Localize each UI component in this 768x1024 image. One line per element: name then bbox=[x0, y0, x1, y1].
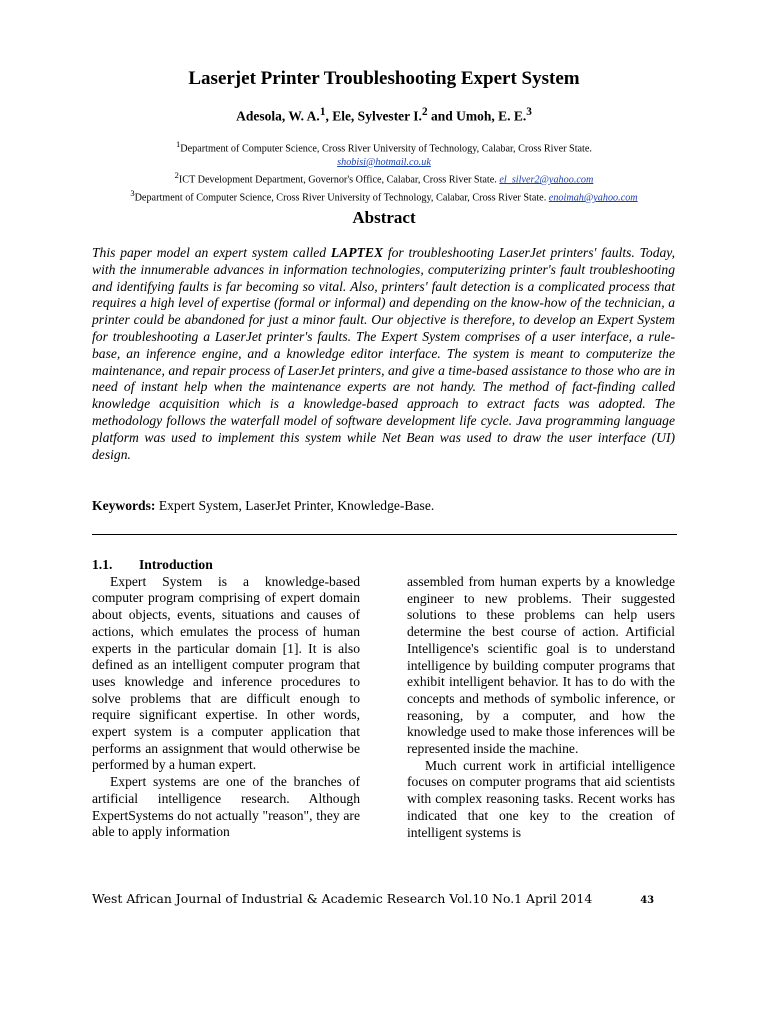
keywords-line bbox=[92, 498, 675, 514]
section-number: 1.1. bbox=[92, 557, 113, 572]
paper-title: Laserjet Printer Troubleshooting Expert System bbox=[188, 68, 580, 89]
author-1: Adesola, W. A. bbox=[236, 108, 320, 124]
section-heading bbox=[92, 557, 360, 574]
author-list bbox=[0, 106, 768, 125]
page-footer bbox=[92, 890, 682, 909]
affiliation-3 bbox=[60, 187, 708, 205]
author-1-sup: 1 bbox=[319, 106, 326, 118]
abstract-system-name: LAPTEX bbox=[330, 245, 384, 260]
affiliation-3-sup: 3 bbox=[130, 187, 135, 198]
email-link-3[interactable]: enoimah@yahoo.com bbox=[548, 192, 638, 204]
author-2: , Ele, Sylvester I. bbox=[325, 108, 422, 124]
affiliation-3-text: Department of Computer Science, Cross River University of Technology, Calabar, Cross River State. bbox=[134, 192, 547, 204]
author-3-sup: 3 bbox=[526, 106, 532, 118]
affiliation-1-text: Department of Computer Science, Cross River University of Technology, Calabar, Cross River State. bbox=[180, 143, 592, 155]
section-title: Introduction bbox=[139, 557, 213, 572]
affiliation-2-sup: 2 bbox=[174, 169, 179, 180]
right-paragraph-2: Much current work in artificial intelligence focuses on computer programs that aid scientists with complex reasoning tasks. Recent works has indicated that one key to the creation of intelligent systems is bbox=[407, 757, 675, 840]
email-link-1[interactable]: shobisi@hotmail.co.uk bbox=[337, 156, 431, 168]
keywords-label: Keywords: bbox=[92, 498, 156, 513]
author-3: and Umoh, E. E. bbox=[427, 108, 527, 124]
affiliation-2 bbox=[60, 169, 708, 187]
journal-citation: West African Journal of Industrial & Academic Research Vol.10 No.1 April 2014 bbox=[92, 891, 593, 906]
left-column bbox=[92, 557, 360, 841]
affiliation-2-text: ICT Development Department, Governor's Office, Calabar, Cross River State. bbox=[178, 174, 497, 186]
email-link-2[interactable]: el_silver2@yahoo.com bbox=[499, 174, 594, 186]
affiliation-1 bbox=[60, 138, 708, 156]
page-number: 43 bbox=[640, 895, 655, 906]
keywords-text: Expert System, LaserJet Printer, Knowledge-Base. bbox=[155, 498, 435, 513]
section-divider bbox=[92, 534, 677, 535]
left-paragraph-1: Expert System is a knowledge-based computer program comprising of expert domain about objects, events, situations and causes of actions, which emulates the process of human experts in the particular domain [1]. It is also defined as an intelligent computer program that uses knowledge and inference procedures to solve problems that are difficult enough to require significant expertise. In other words, expert system is a computer application that performs an assignment that would otherwise be performed by a human expert. bbox=[92, 573, 360, 773]
abstract-text bbox=[92, 245, 675, 463]
abstract-part-2: for troubleshooting LaserJet printers' faults. Today, with the innumerable advances in information technologies, computerizing printer's fault troubleshooting and identifying faults is far becoming so vital. Also, printers' fault detection is a complicated process that requires a high level of expertise (formal or informal) and depending on the know-how of the technician, a printer could be abandoned for just a minor fault. Our objective is therefore, to develop an Expert System for troubleshooting a LaserJet printer's faults. The Expert System comprises of a user interface, a rule-base, an inference engine, and a knowledge editor interface. The system is meant to computerize the maintenance, and repair process of LaserJet printers, and give a time-based assistance to those who are in need of instant help when the maintenance experts are not handy. The method of fact-finding called knowledge acquisition which is a knowledge-based approach to extract facts was adopted. The methodology follows the waterfall model of software development life cycle. Java programming language platform was used to implement this system while Net Bean was used to draw the user interface (UI) design. bbox=[92, 245, 675, 462]
abstract-heading: Abstract bbox=[352, 208, 416, 227]
left-paragraph-2: Expert systems are one of the branches of artificial intelligence research. Although ExpertSystems do not actually "reason", they are able to apply information bbox=[92, 774, 360, 840]
affiliation-1-email-line bbox=[60, 156, 708, 169]
abstract-part-1: This paper model an expert system called bbox=[92, 245, 331, 260]
right-column bbox=[407, 574, 675, 841]
affiliation-1-sup: 1 bbox=[176, 139, 181, 149]
author-2-sup: 2 bbox=[421, 106, 428, 118]
right-paragraph-1: assembled from human experts by a knowledge engineer to new problems. Their suggested solutions to these problems can help users determine the best course of action. Artificial Intelligence's scientific goal is to understand intelligence by building computer programs that exhibit intelligent behavior. It has to do with the concepts and methods of symbolic inference, or reasoning, by a computer, and how the knowledge used to make those inferences will be represented inside the machine. bbox=[407, 574, 675, 757]
affiliations bbox=[60, 138, 708, 204]
